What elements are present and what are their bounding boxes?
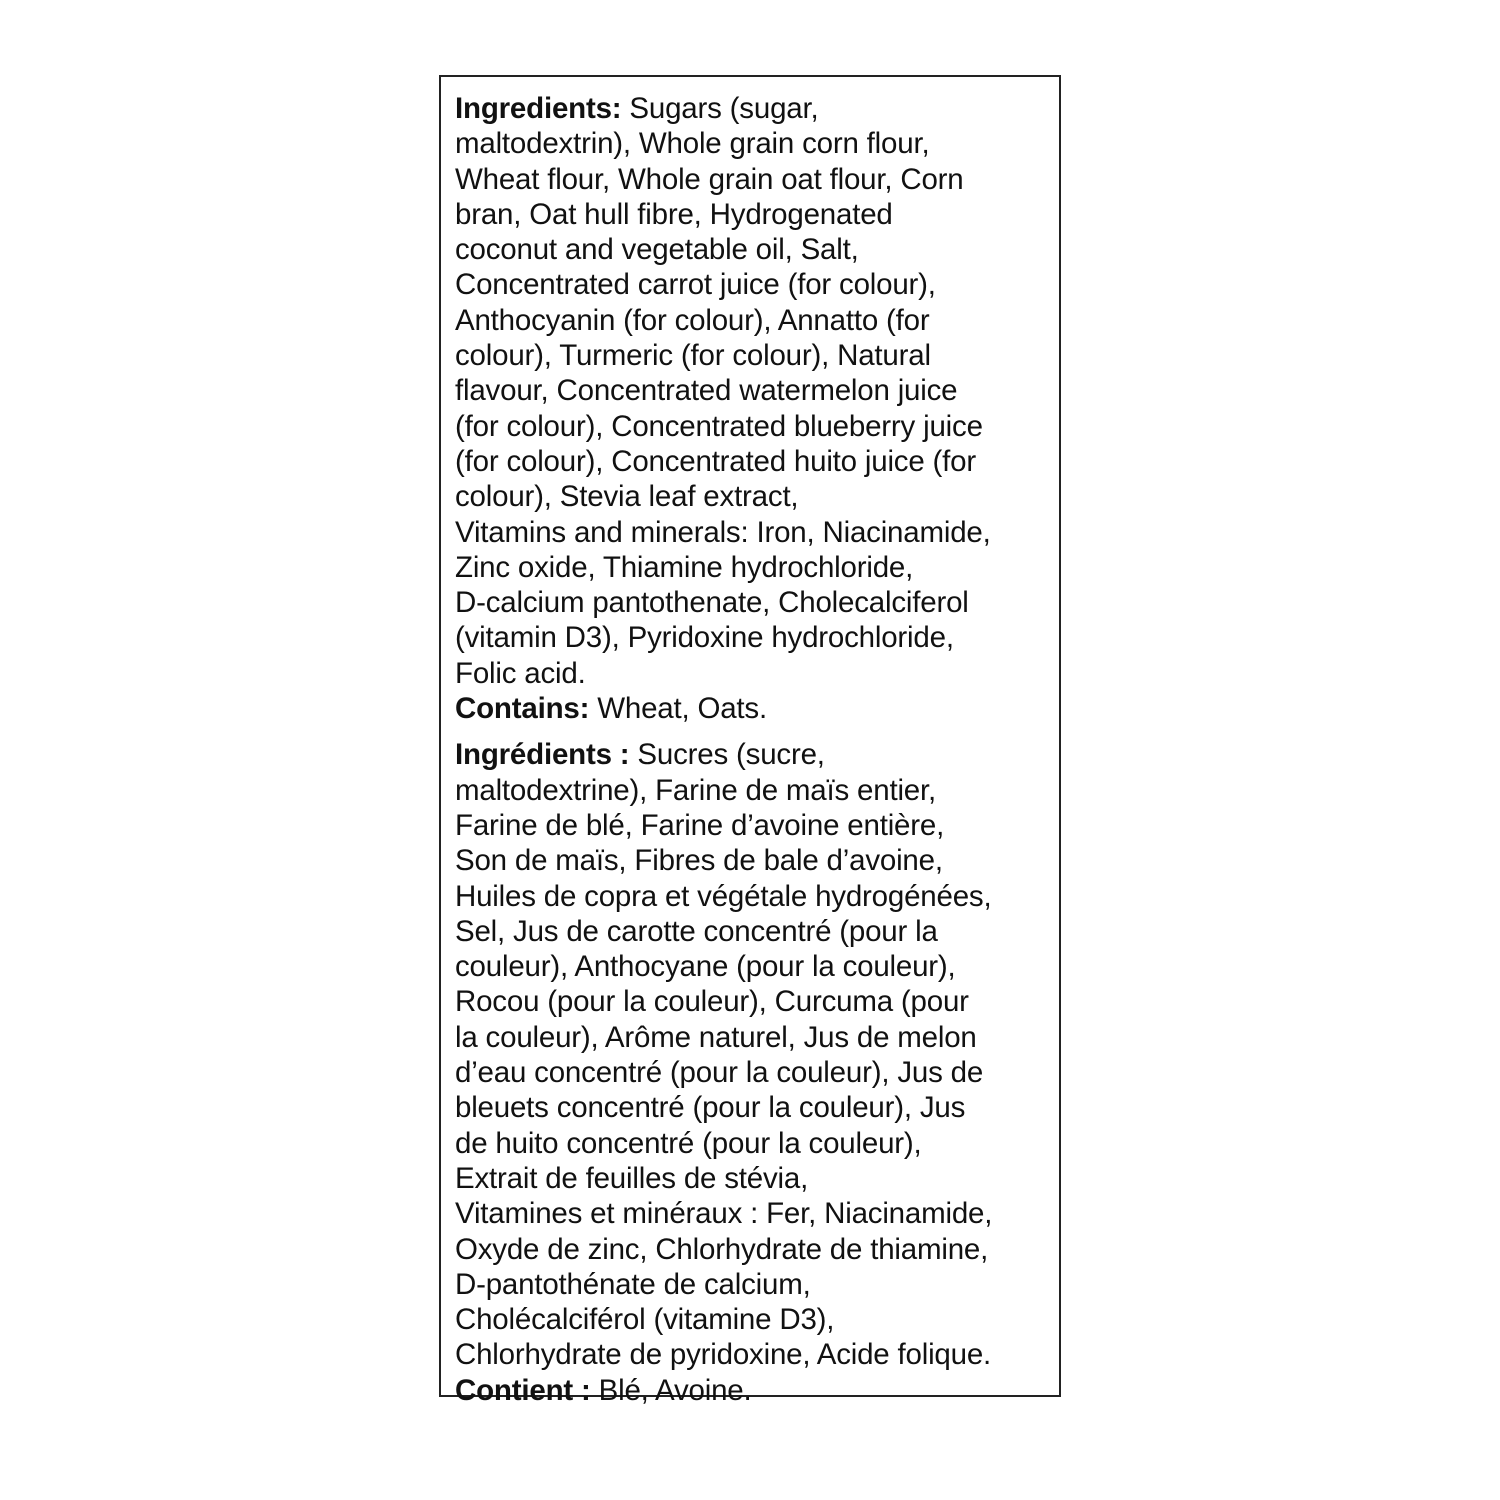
french-line-9: la couleur), Arôme naturel, Jus de melon (455, 1020, 977, 1054)
english-line-1: Ingredients: Sugars (sugar, (455, 92, 819, 125)
french-line-1: Ingrédients : Sucres (sucre, (455, 738, 825, 772)
french-line-7: couleur), Anthocyane (pour la couleur), (455, 950, 956, 984)
english-line-2: maltodextrin), Whole grain corn flour, (455, 127, 930, 161)
french-contains-heading: Contient : (455, 1373, 591, 1407)
french-line-6: Sel, Jus de carotte concentré (pour la (455, 914, 938, 948)
french-contains-line: Contient : Blé, Avoine. (455, 1373, 752, 1407)
french-section (455, 737, 1051, 1408)
english-line-7: Anthocyanin (for colour), Annatto (for (455, 303, 930, 337)
french-line-16: D-pantothénate de calcium, (455, 1267, 811, 1301)
french-line-5: Huiles de copra et végétale hydrogénées, (455, 879, 992, 913)
english-section (455, 91, 1051, 726)
french-line-15: Oxyde de zinc, Chlorhydrate de thiamine, (455, 1232, 989, 1266)
french-line-13: Extrait de feuilles de stévia, (455, 1161, 809, 1195)
english-line-16: (vitamin D3), Pyridoxine hydrochloride, (455, 621, 954, 655)
french-ingredients-heading: Ingrédients : (455, 738, 630, 772)
ingredients-text (455, 91, 1051, 1408)
ingredients-panel (439, 75, 1061, 1407)
english-contains-heading: Contains: (455, 692, 590, 726)
english-line-10: (for colour), Concentrated blueberry juice (455, 409, 983, 443)
french-line-11: bleuets concentré (pour la couleur), Jus (455, 1091, 966, 1125)
french-line-2: maltodextrine), Farine de maïs entier, (455, 773, 937, 807)
english-contains-line: Contains: Wheat, Oats. (455, 692, 767, 726)
english-line-3: Wheat flour, Whole grain oat flour, Corn (455, 162, 964, 196)
english-line-4: bran, Oat hull fibre, Hydrogenated (455, 197, 893, 231)
french-line-17: Cholécalciférol (vitamine D3), (455, 1303, 835, 1337)
english-ingredients-heading: Ingredients: (455, 92, 622, 125)
english-line-11: (for colour), Concentrated huito juice (for (455, 444, 977, 478)
english-line-5: coconut and vegetable oil, Salt, (455, 233, 859, 267)
french-line-14: Vitamines et minéraux : Fer, Niacinamide, (455, 1197, 993, 1231)
french-line-3: Farine de blé, Farine d’avoine entière, (455, 808, 945, 842)
french-line-18: Chlorhydrate de pyridoxine, Acide folique. (455, 1338, 992, 1372)
english-line-6: Concentrated carrot juice (for colour), (455, 268, 936, 302)
english-line-12: colour), Stevia leaf extract, (455, 480, 799, 514)
french-line-12: de huito concentré (pour la couleur), (455, 1126, 922, 1160)
french-line-4: Son de maïs, Fibres de bale d’avoine, (455, 844, 943, 878)
french-line-10: d’eau concentré (pour la couleur), Jus de (455, 1056, 984, 1090)
english-line-14: Zinc oxide, Thiamine hydrochloride, (455, 550, 914, 584)
english-line-8: colour), Turmeric (for colour), Natural (455, 339, 931, 373)
english-line-17: Folic acid. (455, 656, 586, 690)
french-line-8: Rocou (pour la couleur), Curcuma (pour (455, 985, 969, 1019)
english-line-15: D-calcium pantothenate, Cholecalciferol (455, 586, 969, 620)
english-line-13: Vitamins and minerals: Iron, Niacinamide, (455, 515, 991, 549)
english-line-9: flavour, Concentrated watermelon juice (455, 374, 958, 408)
